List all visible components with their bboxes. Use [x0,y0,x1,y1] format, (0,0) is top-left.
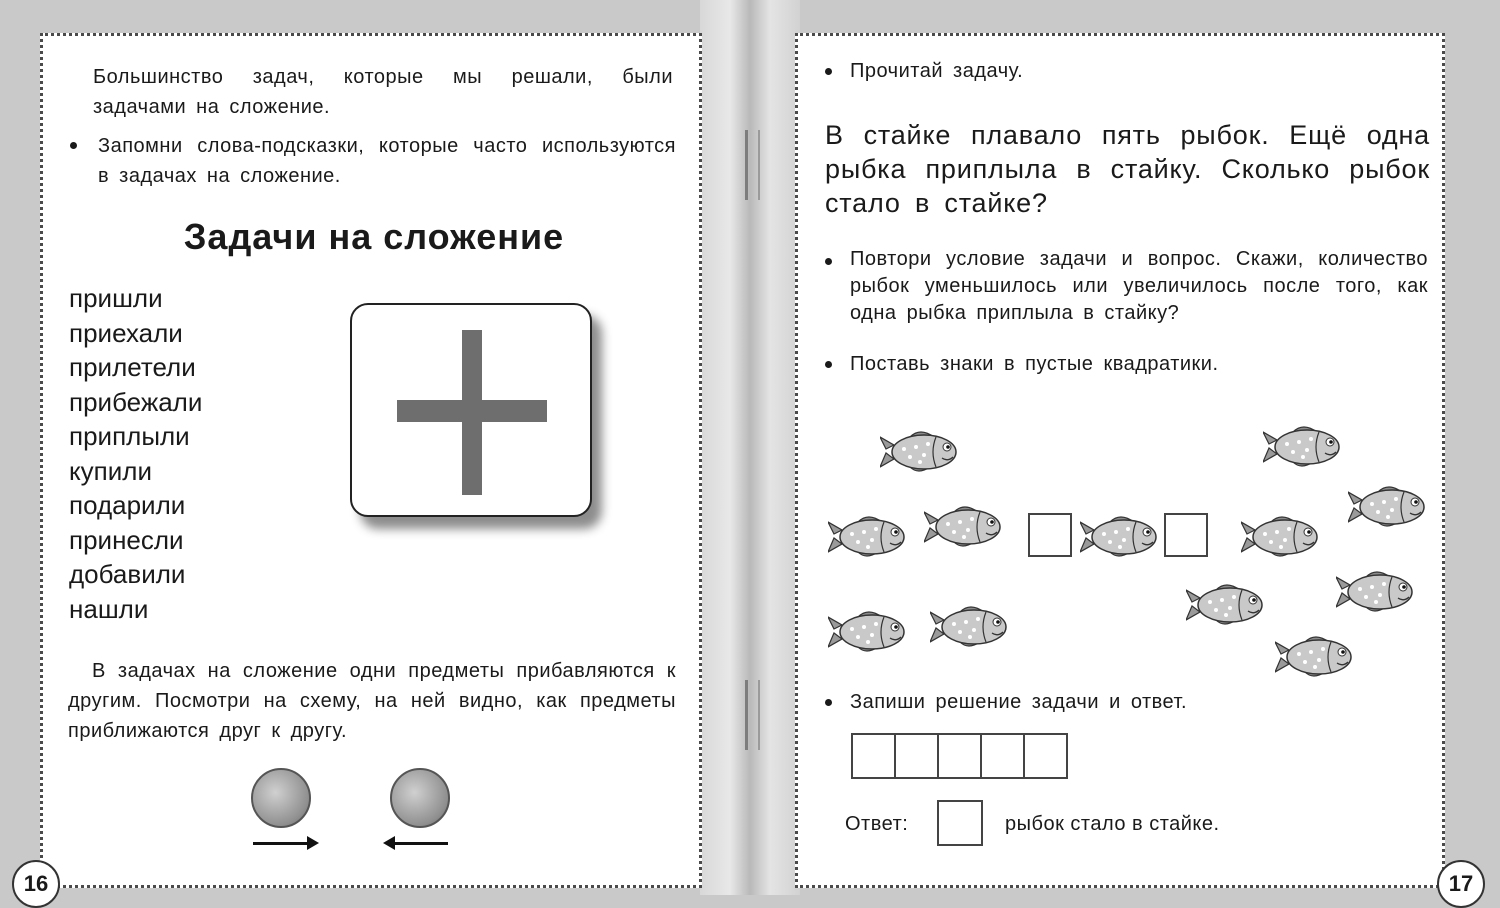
keyword-item: добавили [69,559,186,589]
solution-grid[interactable] [851,733,1068,779]
bullet-marker [825,68,832,75]
bullet-marker [70,142,77,149]
plus-sign-card [350,303,592,517]
coin-right-icon [390,768,450,828]
keyword-item: подарили [69,490,186,520]
keyword-item: приехали [69,317,183,348]
fish-icon [930,606,1010,652]
fish-icon [1275,636,1355,682]
coin-left-icon [251,768,311,828]
answer-box[interactable] [937,800,983,846]
sign-box-1[interactable] [1028,513,1072,557]
bullet-marker [825,361,832,368]
plus-sign-bar [397,400,547,422]
signs-instruction: Поставь знаки в пустые квадратики. [850,353,1219,375]
fish-icon [880,431,960,477]
solution-cell[interactable] [980,733,1025,779]
fish-icon [1080,516,1160,562]
fish-icon [1186,584,1266,630]
keyword-item: прилетели [69,352,196,382]
arrow-right-head [307,836,319,850]
fish-icon [924,506,1004,552]
repeat-instruction: Повтори условие задачи и вопрос. Скажи, количество рыбок уменьшилось или увеличилось после того, как одна рыбка приплыла в стайку? [850,248,1428,324]
solution-cell[interactable] [1023,733,1068,779]
staple-top [745,130,760,200]
page-number-right: 17 [1437,860,1485,908]
page-right [795,33,1445,888]
fish-icon [1263,426,1343,472]
keyword-list [69,281,202,626]
fish-icon [828,516,908,562]
solution-cell[interactable] [937,733,982,779]
write-instruction: Запиши решение задачи и ответ. [850,691,1188,713]
arrow-left-head [383,836,395,850]
keyword-item: приплыли [69,421,190,451]
explanation-text: В задачах на сложение одни предметы прибавляются к другим. Посмотри на схему, на ней видно, как предметы приближаются друг к другу. [68,660,676,742]
intro-text: Большинство задач, которые мы решали, были задачами на сложение. [93,66,673,118]
arrow-right-icon [253,842,315,845]
solution-cell[interactable] [894,733,939,779]
keyword-item: пришли [69,283,163,313]
fish-icon [828,611,908,657]
keyword-item: прибежали [69,386,203,417]
section-heading: Задачи на сложение [183,216,565,257]
sign-box-2[interactable] [1164,513,1208,557]
fish-icon [1348,486,1428,532]
bullet-marker [825,258,832,265]
page-number-left: 16 [12,860,60,908]
bullet-marker [825,699,832,706]
arrow-left-icon [388,842,448,845]
task-text: В стайке плавало пять рыбок. Ещё одна рыбка приплыла в стайку. Сколько рыбок стало в стайке? [825,120,1430,218]
solution-cell[interactable] [851,733,896,779]
answer-suffix: рыбок стало в стайке. [1005,813,1220,835]
fish-icon [1241,516,1321,562]
keyword-item: купили [69,455,152,486]
fish-icon [1336,571,1416,617]
staple-bottom [745,680,760,750]
page-left [40,33,702,888]
keyword-item: принесли [69,524,184,555]
answer-label: Ответ: [845,813,909,835]
keyword-item: нашли [69,593,149,624]
read-instruction: Прочитай задачу. [850,60,1024,82]
remember-text: Запомни слова-подсказки, которые часто используются в задачах на сложение. [98,135,676,187]
